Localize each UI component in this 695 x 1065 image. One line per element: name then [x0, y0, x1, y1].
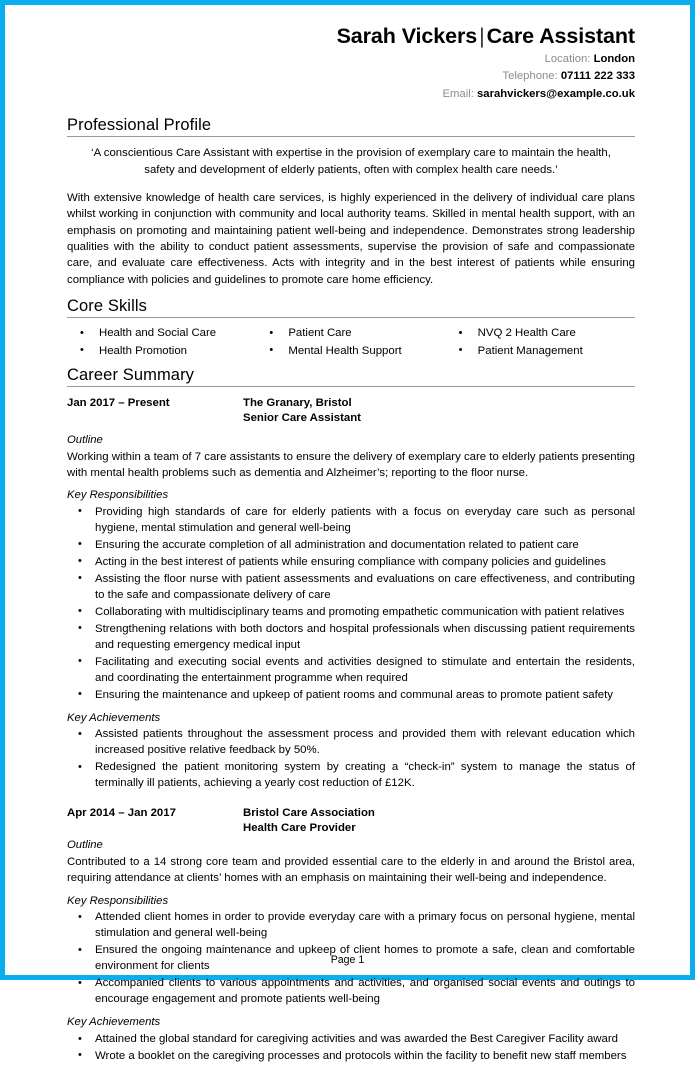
- achievements-label: Key Achievements: [67, 711, 161, 724]
- section-heading-core-skills: Core Skills: [67, 297, 635, 318]
- list-item: • Assisting the floor nurse with patient assessments and evaluations on care effectiveness, and contributing to the safe and compassionate delivery of care: [67, 572, 635, 604]
- contact-email-label: Email:: [442, 87, 474, 100]
- core-skills-grid: [67, 325, 635, 360]
- contact-location-value: London: [593, 52, 635, 65]
- contact-location: [67, 51, 635, 67]
- career-entry-employer-block: [243, 806, 635, 836]
- contact-telephone-label: Telephone:: [502, 70, 558, 83]
- list-item: • Collaborating with multidisciplinary teams and promoting empathetic communication with patient relatives: [67, 605, 635, 621]
- candidate-name-title: [67, 23, 635, 50]
- outline-label: Outline: [67, 433, 103, 446]
- career-entry-dates: Apr 2014 – Jan 2017: [67, 807, 176, 820]
- profile-quote: ‘A conscientious Care Assistant with expertise in the provision of exemplary care to maintain the health, safety and development of elderly patients, often with complex health care needs.’: [91, 147, 611, 176]
- outline-label: Outline: [67, 839, 103, 852]
- list-item: • Patient Care: [256, 325, 445, 342]
- list-item: • Mental Health Support: [256, 343, 445, 360]
- list-item: • Attended client homes in order to provide everyday care with a primary focus on personal hygiene, mental stimulation and general well-being: [67, 910, 635, 942]
- list-item: • Providing high standards of care for elderly patients with a focus on everyday care such as personal hygiene, mental stimulation and general well-being: [67, 505, 635, 537]
- contact-location-label: Location:: [544, 52, 591, 65]
- core-skills-column-3: [446, 325, 635, 360]
- list-item: • Health Promotion: [67, 343, 256, 360]
- list-item: • Accompanied clients to various appointments and activities, and organised social events and outings to encourage engagement and promote patients well-being: [67, 976, 635, 1008]
- list-item: • Facilitating and executing social events and activities designed to stimulate and entertain the residents, and coordinating the entertainment programme when required: [67, 655, 635, 687]
- list-item: • NVQ 2 Health Care: [446, 325, 635, 342]
- responsibilities-list: [67, 505, 635, 704]
- achievements-list: [67, 1032, 635, 1065]
- page-footer: Page 1: [330, 954, 365, 967]
- career-entry-dates: Jan 2017 – Present: [67, 396, 170, 409]
- responsibilities-label: Key Responsibilities: [67, 489, 169, 502]
- career-entry-company: The Granary, Bristol: [243, 396, 352, 409]
- contact-email-value[interactable]: sarahvickers@example.co.uk: [477, 87, 635, 100]
- section-heading-career-summary: Career Summary: [67, 366, 635, 387]
- list-item: • Attained the global standard for caregiving activities and was awarded the Best Caregiver Facility award: [67, 1032, 635, 1048]
- candidate-job-title: Care Assistant: [486, 24, 635, 48]
- list-item: • Acting in the best interest of patients while ensuring compliance with company policies and guidelines: [67, 555, 635, 571]
- career-entry-job-title: Senior Care Assistant: [243, 411, 361, 424]
- career-entry-job-title: Health Care Provider: [243, 822, 356, 835]
- career-entry-company: Bristol Care Association: [243, 807, 375, 820]
- list-item: • Ensured the ongoing maintenance and upkeep of client homes to promote a safe, clean and comfortable environment for clients: [67, 943, 635, 975]
- list-item: • Strengthening relations with both doctors and hospital professionals when discussing patient requirements and requesting emergency medical input: [67, 622, 635, 654]
- section-heading-professional-profile: Professional Profile: [67, 116, 635, 137]
- career-entry-header: [67, 396, 635, 426]
- profile-body: With extensive knowledge of health care services, is highly experienced in the delivery of individual care plans whilst working in conjunction with community and local authority teams. Skilled in mental health support, with an emphasis on promoting and maintaining patient well-being and independence. Demonstrates strong leadership qualities with the ability to conduct patient assessments, supervise the provision of safe and compassionate care, and evaluate care effectiveness. Acts with integrity and in the best interest of patients while ensuring compliance with policies and guidelines to promote care home efficiency.: [67, 191, 635, 286]
- list-item: • Health and Social Care: [67, 325, 256, 342]
- achievements-list: [67, 727, 635, 792]
- list-item: • Assisted patients throughout the assessment process and provided them with relevant education which increased positive relative feedback by 50%.: [67, 727, 635, 759]
- core-skills-column-2: [256, 325, 445, 360]
- outline-text: Contributed to a 14 strong core team and provided essential care to the elderly in and around the Bristol area, requiring attendance at clients’ homes with an emphasis on maintaining their well-being and independence.: [67, 856, 635, 885]
- career-entry-header: [67, 806, 635, 836]
- cv-header: [67, 19, 635, 102]
- career-entry: [67, 806, 635, 1065]
- outline-text: Working within a team of 7 care assistants to ensure the delivery of exemplary care to elderly patients presenting with mental health problems such as dementia and Alzheimer’s; reporting to the floor nurse.: [67, 450, 635, 479]
- name-separator: |: [479, 24, 485, 48]
- career-entry: [67, 396, 635, 792]
- candidate-name: Sarah Vickers: [336, 24, 478, 48]
- list-item: • Patient Management: [446, 343, 635, 360]
- contact-telephone: [67, 68, 635, 84]
- list-item: • Ensuring the accurate completion of all administration and documentation related to patient care: [67, 538, 635, 554]
- cv-page-content: [5, 5, 690, 1062]
- achievements-label: Key Achievements: [67, 1016, 161, 1029]
- list-item: • Ensuring the maintenance and upkeep of patient rooms and communal areas to promote patient safety: [67, 688, 635, 704]
- list-item: • Redesigned the patient monitoring system by creating a “check-in” system to manage the status of terminally ill patients, achieving a yearly cost reduction of £12K.: [67, 760, 635, 792]
- core-skills-column-1: [67, 325, 256, 360]
- contact-telephone-value: 07111 222 333: [560, 70, 635, 83]
- career-entry-employer-block: [243, 396, 635, 426]
- list-item: • Wrote a booklet on the caregiving processes and protocols within the facility to benefit new staff members: [67, 1049, 635, 1065]
- responsibilities-label: Key Responsibilities: [67, 894, 169, 907]
- contact-email: [67, 86, 635, 102]
